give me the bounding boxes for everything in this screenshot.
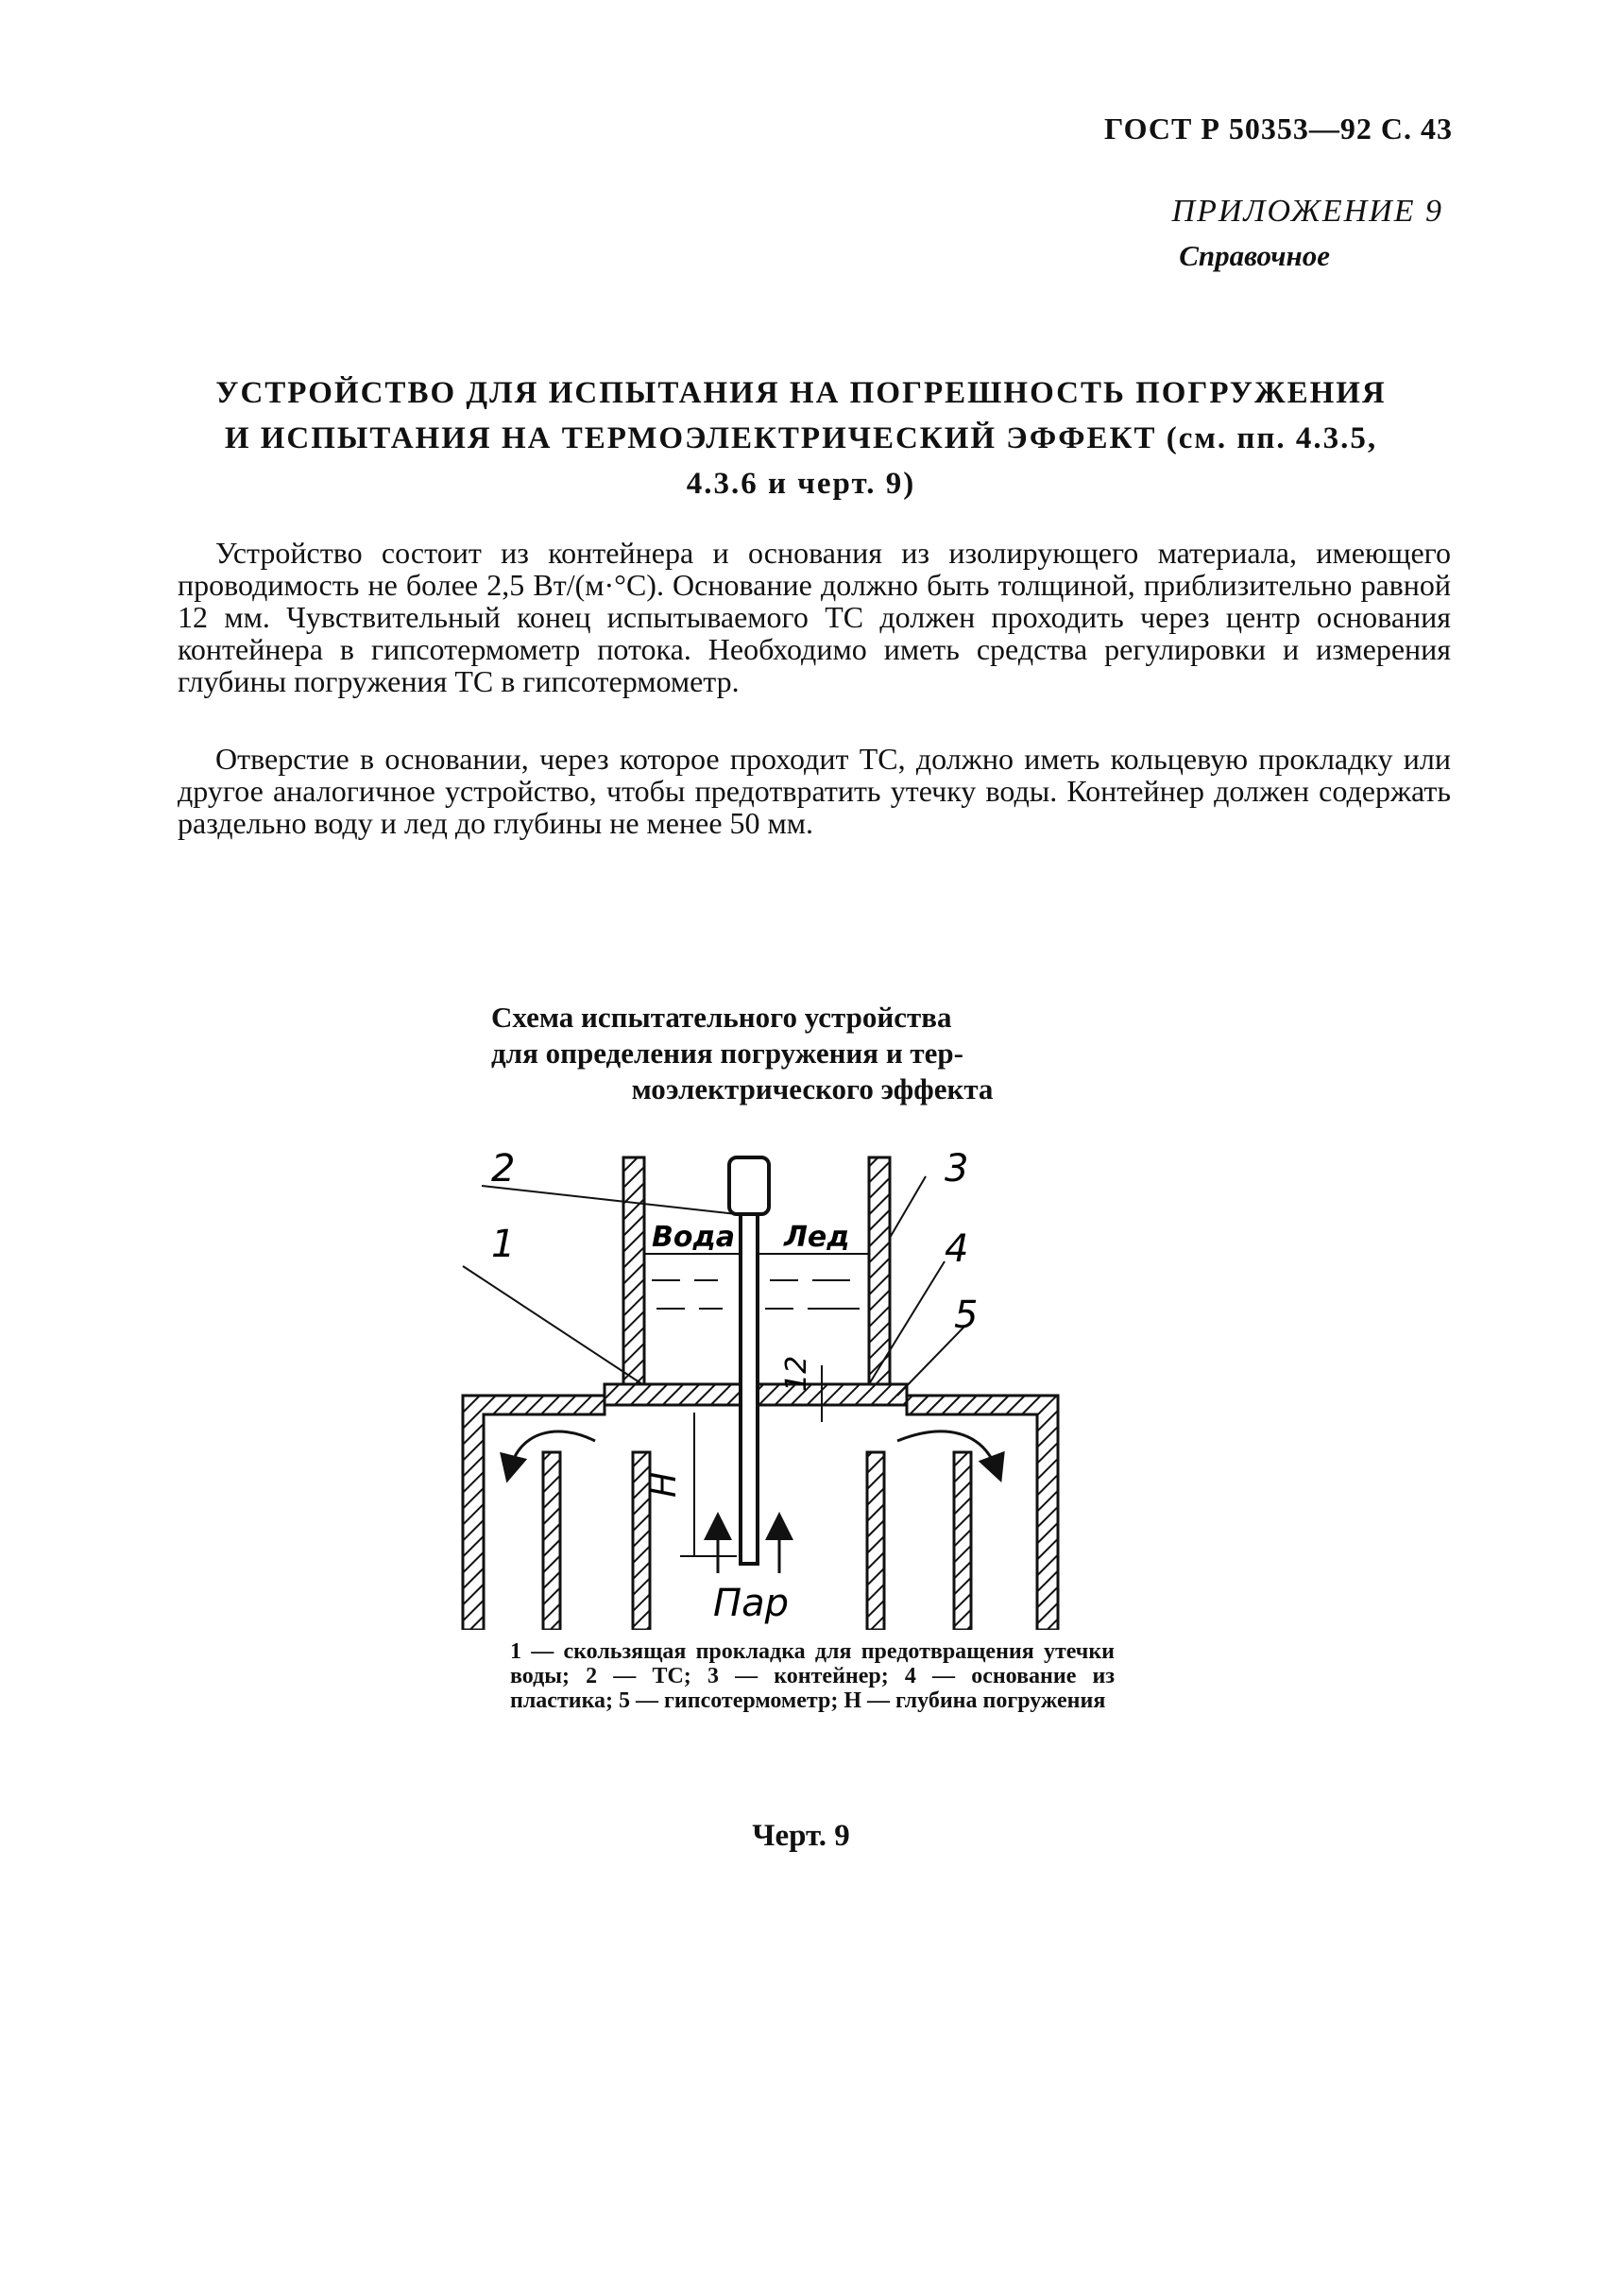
inner-tube-left-a bbox=[543, 1452, 560, 1630]
label-ice: Лед bbox=[784, 1221, 850, 1254]
label-5: 5 bbox=[954, 1294, 979, 1337]
label-h: Н bbox=[645, 1471, 684, 1498]
page-header: ГОСТ Р 50353—92 С. 43 bbox=[1104, 111, 1453, 146]
paragraph-2: Отверстие в основании, через которое проходит ТС, должно иметь кольцевую прокладку или другое аналогичное устройство, чтобы предотвратить утечку воды. Контейнер должен содержать раздельно воду и лед до глубины не менее 50 мм. bbox=[178, 742, 1451, 840]
inner-tube-right-a bbox=[867, 1452, 884, 1630]
title-line-1: УСТРОЙСТВО ДЛЯ ИСПЫТАНИЯ НА ПОГРЕШНОСТЬ ПОГРУЖЕНИЯ bbox=[215, 376, 1387, 410]
label-3: 3 bbox=[945, 1148, 969, 1191]
container-left-wall bbox=[623, 1157, 644, 1403]
label-steam: Пар bbox=[713, 1582, 789, 1625]
figure-caption bbox=[491, 1000, 1133, 1107]
steam-flow-arrow-right bbox=[897, 1431, 997, 1469]
caption-line-2: для определения погружения и тер- bbox=[491, 1037, 963, 1070]
thermometer-stem bbox=[741, 1214, 758, 1564]
label-2: 2 bbox=[491, 1148, 516, 1191]
label-4: 4 bbox=[945, 1227, 969, 1271]
caption-line-1: Схема испытательного устройства bbox=[491, 1001, 952, 1034]
inner-tube-right-b bbox=[954, 1452, 971, 1630]
appendix-label: ПРИЛОЖЕНИЕ 9 bbox=[1171, 194, 1443, 229]
test-device-diagram bbox=[453, 1148, 1077, 1630]
figure-number: Черт. 9 bbox=[752, 1819, 850, 1853]
appendix-type: Справочное bbox=[1179, 239, 1330, 272]
paragraph-1: Устройство состоит из контейнера и основания из изолирующего материала, имеющего проводимость не более 2,5 Вт/(м·°С). Основание должно быть толщиной, приблизительно равной 12 мм. Чувствительный конец испытываемого ТС должен проходить через центр основания контейнера в гипсотермометр потока. Необходимо иметь средства регулировки и измерения глубины погружения ТС в гипсотермометр. bbox=[178, 536, 1451, 698]
title-line-2: И ИСПЫТАНИЯ НА ТЕРМОЭЛЕКТРИЧЕСКИЙ ЭФФЕКТ (см. пп. 4.3.5, bbox=[224, 421, 1378, 455]
thermometer-head bbox=[729, 1157, 769, 1214]
hypsometer-housing bbox=[463, 1396, 605, 1630]
label-1: 1 bbox=[491, 1223, 516, 1266]
figure-legend: 1 — скользящая прокладка для предотвращения утечки воды; 2 — ТС; 3 — контейнер; 4 — основание из пластика; 5 — гипсотермометр; Н — глубина погружения bbox=[510, 1639, 1115, 1713]
caption-line-3: моэлектрического эффекта bbox=[631, 1072, 994, 1105]
section-title bbox=[151, 370, 1451, 506]
label-12: 12 bbox=[780, 1355, 813, 1392]
title-line-3: 4.3.6 и черт. 9) bbox=[686, 467, 916, 501]
label-water: Вода bbox=[652, 1221, 735, 1254]
